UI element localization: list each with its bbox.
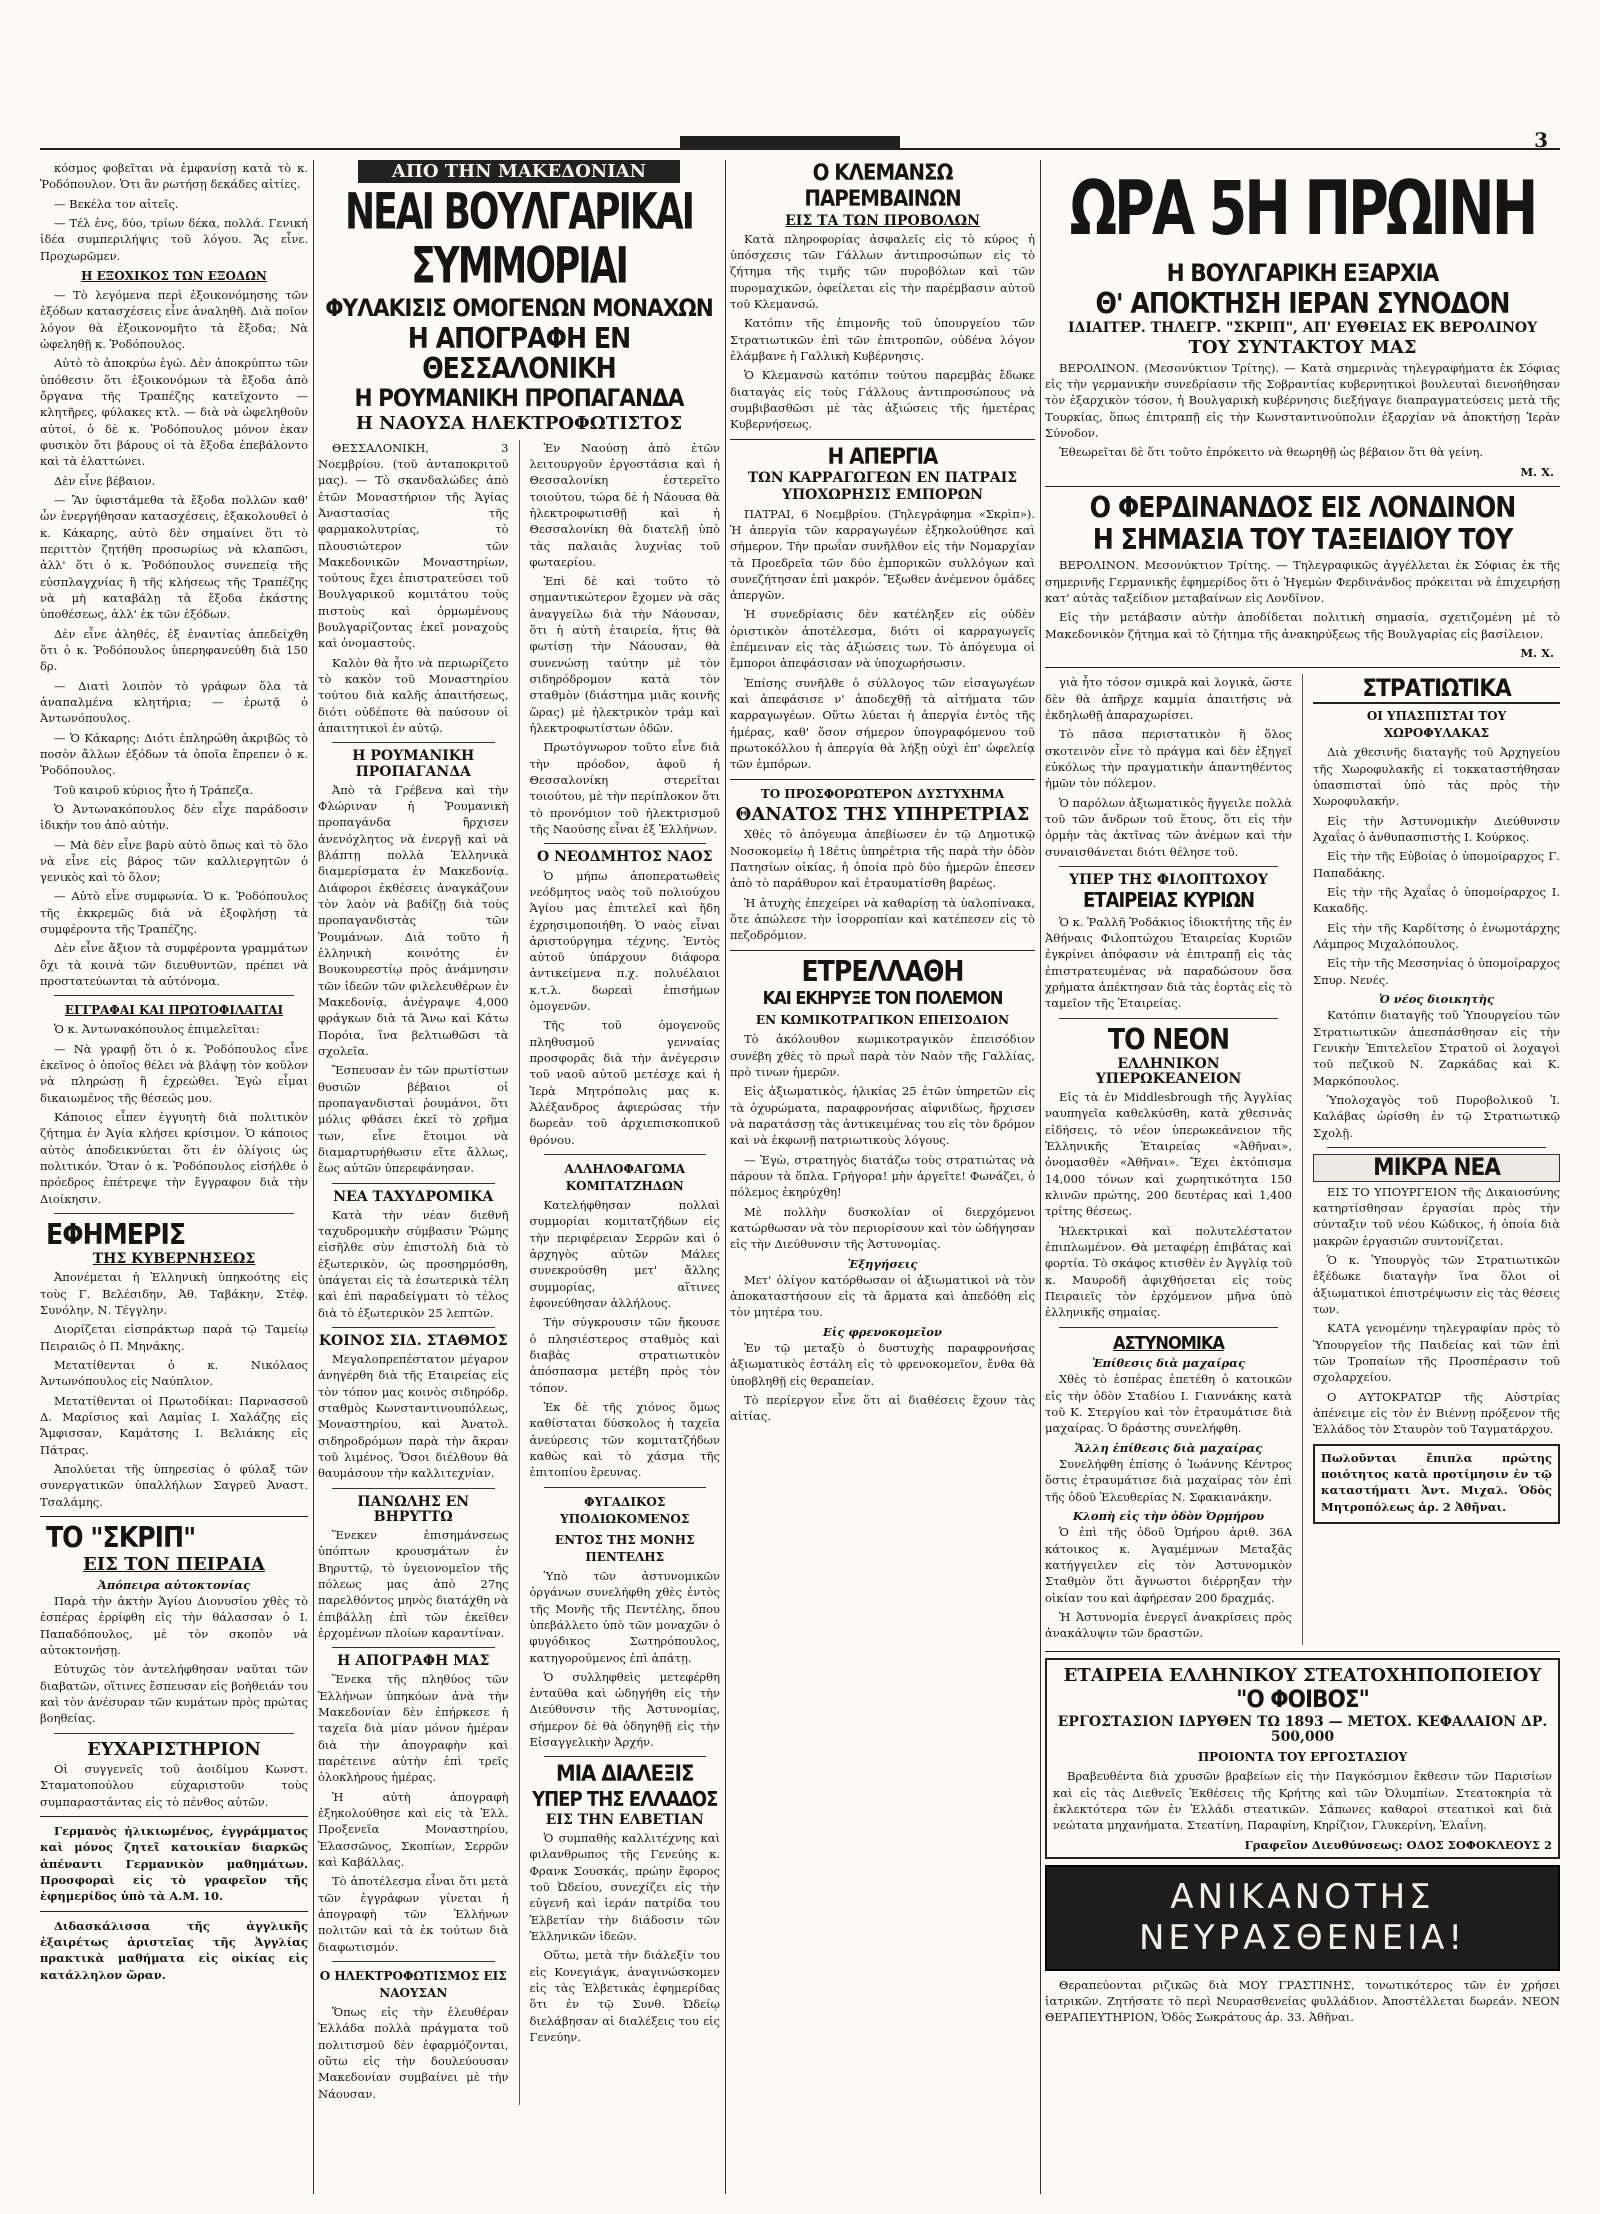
headline-deck: ΕΙΣ ΤΑ ΤΩΝ ΠΡΟΒΟΛΩΝ [785, 212, 980, 229]
paragraph: Συνελήφθη ἐπίσης ὁ Ἰωάννης Κέντρος ὅστις ἐτραυμάτισε διὰ μαχαίρας τὸν ἐπὶ τῆς ὁδοῦ Ἐλευθερίας Ν. Σφακιανάκην. [1045, 1457, 1292, 1504]
paragraph: Κατελήφθησαν πολλαὶ συμμορίαι κομιτατζήδων εἰς τὴν περιφέρειαν Σερρῶν καὶ ὁ ἀρχηγὸς αὐτῶν Μάλες συνεκρούσθη μετ' ἄλλης συμμορίας, αἵτινες ἐφονεύθησαν ἀλλήλους. [529, 1198, 720, 1311]
paragraph: Ὁ Κλεμανσὼ κατόπιν τούτου παρεμβὰς ἔδωκε διαταγὰς εἰς τοὺς Γάλλους ἀντιπροσώπους νὰ συμβιβασθῶσι μὲ τὰς ἀξιώσεις τῆς ἡμετέρας Κυβερνήσεως. [730, 368, 1035, 432]
column-2-left [318, 440, 509, 2105]
paragraph: ΒΕΡΟΛΙΝΟΝ. (Μεσονύκτιον Τρίτης). — Κατὰ σημερινὰς τηλεγραφήματα ἐκ Σόφιας εἰς τὴν γερμανικὴν συνεδρίασιν τῆς Σοβραντίας κυβερνητικοὶ βουλευταὶ διενοήθησαν τὸν ἐξαρχικὸν τόσον, ἡ Βουλγαρικὴ κυβέρνησις διεξήγαγε διαπραγματεύσεις μετὰ τῆς Τουρκίας, ὅπως ἐπιτραπῇ εἰς τὴν Κωνσταντινούπολιν ἐξαρχίαν νὰ ἀποκτήσῃ Ἱερὰν Σύνοδον. [1045, 360, 1560, 440]
paragraph: ΕΙΣ ΤΟ ΥΠΟΥΡΓΕΙΟΝ τῆς Δικαιοσύνης κατηρτίσθησαν ἐργασίαι πρὸς τὴν σύνταξιν τοῦ νέου Κώδικος, ἡ ὁποία διὰ μακρῶν ἐργασιῶν συντονίζεται. [1313, 1184, 1560, 1248]
section-title-large: ΤΟ "ΣΚΡΙΠ" [46, 1521, 196, 1555]
section-title: ΕΓΓΡΑΦΑΙ ΚΑΙ ΠΡΩΤΟΦΙΛΑΙΤΑΙ [64, 1003, 284, 1018]
headline-deck: Η ΒΟΥΛΓΑΡΙΚΗ ΕΞΑΡΧΙΑ [1166, 258, 1439, 287]
section-subtitle: ΕΛΛΗΝΙΚΟΝ ΥΠΕΡΩΚΕΑΝΕΙΟΝ [1095, 1055, 1242, 1087]
section-title: ΑΛΛΗΛΟΦΑΓΩΜΑ ΚΟΜΙΤΑΤΖΗΔΩΝ [564, 1162, 686, 1194]
ad-title: ΕΤΑΙΡΕΙΑ ΕΛΛΗΝΙΚΟΥ ΣΤΕΑΤΟΧΗΠΟΠΟΙΕΙΟΥ [1063, 1664, 1542, 1686]
column-1 [40, 160, 308, 2194]
headline-kicker: ΑΠΟ ΤΗΝ ΜΑΚΕΔΟΝΙΑΝ [358, 160, 680, 183]
paragraph: Διορίζεται εἰσπράκτωρ παρὰ τῷ Ταμείῳ Πειραιῶς ὁ Π. Μηνάκης. [40, 1322, 308, 1353]
signature: Μ. Χ. [1520, 646, 1554, 661]
paragraph: Διὰ χθεσινῆς διαταγῆς τοῦ Ἀρχηγείου τῆς Χωροφυλακῆς εἰ τοκκαταστήθησαν ὑπασπισταὶ ὑπὸ τὰς πρὸς τὴν Χωροφυλακήν. [1313, 745, 1560, 809]
paragraph: Ἕνεκεν ἐπισημάνσεως ὑπόπτων κρουσμάτων ἐν Βηρυττῷ, τὸ ὑγειονομεῖον τῆς πόλεως μας ἀπὸ 27ης παρελθόντος μηνὸς διατάχθη νὰ ἐπιβάλλῃ ἐπὶ τῶν ἐκεῖθεν ἐρχομένων πλοίων καραντίναν. [318, 1527, 509, 1640]
masthead [40, 0, 1560, 150]
paragraph: Εἰς τὴν τῆς Μεσσηνίας ὁ ὑπομοίραρχος Σπυρ. Νενές. [1313, 956, 1560, 987]
paragraph: Ο ΑΥΤΟΚΡΑΤΩΡ τῆς Αὐστρίας ἀπένειμε εἰς τὸν ἐν Βιέννῃ πρόξενον τῆς Ἑλλάδος τὸν Σταυρὸν τοῦ Ταγματάρχου. [1313, 1389, 1560, 1437]
banner-line: ΝΕΥΡΑΣΘΕΝΕΙΑ! [1138, 1917, 1466, 1958]
paragraph: Κατόπιν τῆς ἐπιμονῆς τοῦ ὑπουργείου τῶν Στρατιωτικῶν ἐπὶ τῶν ἐπιτροπῶν, οὐδένα λόγον ἐλάμβανε ἡ Γαλλικὴ Κυβέρνησις. [730, 316, 1035, 363]
headline-main: ΝΕΑΙ ΒΟΥΛΓΑΡΙΚΑΙ ΣΥΜΜΟΡΙΑΙ [344, 184, 694, 296]
paragraph: Ἡλεκτρικαὶ καὶ πολυτελέστατον ἐπιπλωμένον. Θὰ μεταφέρῃ ἐπιβάτας καὶ φορτία. Τὸ σκάφος κτισθὲν ἐν Ἀγγλίᾳ τοῦ κ. Μαυροδῆ ἀφιχθήσεται εἰς τοὺς Πειραιεῖς τὸν ἐρχόμενον μῆνα ὑπὸ ἑλληνικῆς σημαίας. [1045, 1223, 1292, 1320]
paragraph: ΒΕΡΟΛΙΝΟΝ. Μεσονύκτιον Τρίτης. — Τηλεγραφικῶς ἀγγέλλεται ἐκ Σόφιας ἐκ τῆς σημερινῆς Γερμανικῆς ἐφημερίδος ὅτι ὁ Ἡγεμὼν Φερδινάνδος πρόκειται νὰ ἐπιχειρήσῃ κατ' αὐτὰς ταξείδιον μεταβαίνων εἰς Λονδῖνον. [1045, 558, 1560, 606]
paragraph: Ὁ κ. Ὑπουργὸς τῶν Στρατιωτικῶν ἐξέδωκε διαταγὴν ἵνα ὅλοι οἱ ἀξιωματικοὶ ἐπιστρέψωσιν εἰς τὰς θέσεις των. [1313, 1253, 1560, 1317]
column-4-body [1045, 674, 1560, 1644]
headline-deck: ΤΟΥ ΣΥΝΤΑΚΤΟΥ ΜΑΣ [1188, 337, 1417, 359]
paragraph: Εἰς τὴν τῆς Ἀχαΐας ὁ ὑπομοίραρχος Ι. Κακαδῆς. [1313, 884, 1560, 916]
paragraph: Πρωτόγνωρον τοῦτο εἶνε διὰ τὴν πρόοδον, ἀφοῦ ἡ Θεσσαλονίκη στερεῖται τοιούτου, μὲ τὴν περίπλοκον ὅτι τὸ προνόμιον τοῦ ἠλεκτρισμοῦ τῆς Ναούσης εἶναι ἐξ Ἑλλήνων. [529, 740, 720, 837]
paragraph: Τὸ ἀποτέλεσμα εἶναι ὅτι μετὰ τῶν ἐγγράφων γίνεται ἡ ἀπογραφὴ τῶν Ἑλλήνων πολιτῶν καὶ τὰ ἐκ τούτων διὰ διαφωτισμόν. [318, 1874, 509, 1954]
paragraph: Ὁ κ. Ἀντωνακόπουλος ἐπιμελεῖται: [54, 1022, 260, 1037]
paragraph: Τὸ ἀκόλουθον κωμικοτραγικὸν ἐπεισόδιον συνέβη χθὲς τὸ πρωῒ παρὰ τὸν Ναὸν τῆς Γαλλίας, πρὸ τινων ἡμερῶν. [730, 1032, 1035, 1079]
paragraph: ΘΕΣΣΑΛΟΝΙΚΗ, 3 Νοεμβρίου. (τοῦ ἀνταποκριτοῦ μας). — Τὸ σκανδαλώδες ἀπὸ ἐτῶν Μοναστήριον τῆς Ἁγίας Ἀναστασίας τῆς φαρμακολυτρίας, τὸ πλουσιώτερον τῶν Μακεδονικῶν Μοναστηρίων, τούτους ἔχει ἐπιστρατεύσει τοῦ Βουλγαρικοῦ κομιτάτου τοὺς πιστοὺς καὶ ὁρμωμένους βουλγαρίζοντας ἐκεῖ μοναχοὺς καὶ ὀνομαστούς. [318, 440, 509, 651]
section-title: ΑΣΤΥΝΟΜΙΚΑ [1113, 1332, 1224, 1354]
sub-heading: Ἐξηγήσεις [847, 1256, 918, 1271]
paragraph: — Ὁ Κάκαρης: Διότι ἐπληρώθη ἀκριβῶς τὸ ποσὸν ἄλλων ἐξόδων τὰ ὁποῖα ἔπρεπεν ὁ κ. Ῥοδόπουλος. [40, 730, 308, 778]
ad-subtitle: ΕΡΓΟΣΤΑΣΙΟΝ ΙΔΡΥΘΕΝ ΤΩ 1893 — ΜΕΤΟΧ. ΚΕΦΑΛΑΙΟΝ ΔΡ. 500,000 [1057, 1714, 1548, 1746]
intro-line: — Βεκέλα τον αἰτεῖς. [54, 196, 179, 211]
classified-ad: Διδασκάλισσα τῆς ἀγγλικῆς ἐξαιρέτως ἀριστεῖας τῆς Ἀγγλίας πρακτικὰ μαθήματα εἰς οἰκίας εἰς κατάλληλον ὥραν. [40, 1918, 308, 1982]
paragraph: Ὁ ἐπὶ τῆς ὁδοῦ Ὀμήρου ἀριθ. 36Α κάτοικος κ. Ἀγαμέμνων Μεταξᾶς κατήγγειλεν εἰς τὸν Ἀστυνομικὸν Σταθμὸν ὅτι ἄγνωστοι διέρρηξαν τὴν οἰκίαν του καὶ ἀφήρεσαν 200 δραχμάς. [1045, 1525, 1292, 1605]
banner-line: ΑΝΙΚΑΝΟΤΗΣ [1170, 1876, 1435, 1917]
headline-deck: ΚΑΙ ΕΚΗΡΥΞΕ ΤΟΝ ΠΟΛΕΜΟΝ [762, 987, 1003, 1009]
paragraph: Ἀπὸ τὰ Γρέβενα καὶ τὴν Φλώριναν ἡ Ῥουμανικὴ προπαγάνδα ἤρχισεν ἀνενόχλητος νὰ ἐνεργῇ καὶ νὰ βλάπτῃ πολλὰ Ἑλληνικὰ διαμερίσματα ἐν Μακεδονίᾳ. Διάφοροι ἐκθέσεις ἀναγκάζουν τὸν λαὸν νὰ βαδίζῃ διὰ τοὺς προπαγανδιστὰς τῶν Ῥουμάνων. Διὰ τοῦτο ἡ ἑλληνικὴ κοινότης ἐν Βουκουρεστίῳ πρὸς ἀνάμνησιν τῶν ἰδεῶν τῶν φιλελευθέρων ἐν Μακεδονίᾳ, ἀνέγραψε 4,000 φράγκων διὰ τὰ Ἄνω καὶ Κάτω Πορόια, ἵνα βελτιωθῶσι τὰ σχολεῖα. [318, 782, 509, 1058]
section-title: ΣΤΡΑΤΙΩΤΙΚΑ [1313, 676, 1560, 704]
headline-deck: ΥΠΟΧΩΡΗΣΙΣ ΕΜΠΟΡΩΝ [781, 487, 984, 504]
paragraph: Ὅπως εἰς τὴν ἐλευθέραν Ἑλλάδα πολλὰ πράγματα τοῦ πολιτισμοῦ δὲν ἐφαρμόζονται, οὕτω εἰς τὴν δουλεύουσαν Μακεδονίαν συμβαίνει μὲ τὴν Νάουσαν. [318, 2004, 509, 2101]
classified-ad [1313, 1444, 1560, 1524]
paragraph: — Μὰ δὲν εἶνε βαρὺ αὐτὸ ὅπως καὶ τὸ ὅλο νὰ εἶνε εἰς βάρος τῶν καλλιεργητῶν ὁ γενικὸς καὶ τὸ ὅλον; [40, 837, 308, 885]
section-title: ΦΥΓΑΔΙΚΟΣ ΥΠΟΔΙΩΚΟΜΕΝΟΣ [560, 1494, 690, 1526]
section-subtitle: ΤΗΣ ΚΥΒΕΡΝΗΣΕΩΣ [92, 1251, 256, 1268]
headline-kicker: ΤΟ ΠΡΟΣΦΟΡΩΤΕΡΟΝ ΔΥΣΤΥΧΗΜΑ [760, 786, 1005, 801]
column-3 [730, 160, 1035, 2194]
paragraph: Τὴν σύγκρουσιν τῶν ἤκουσε ὁ πλησιέστερος σταθμὸς καὶ διαβὰς στρατιωτικὸν ἀπόσπασμα μετέβη πρὸς τὸν τόπον. [529, 1315, 720, 1395]
paragraph: Ἡ συνεδρίασις δὲν κατέληξεν εἰς οὐδὲν ὁριστικὸν ἀποτέλεσμα, διότι οἱ καρραγωγεῖς ἐπέμειναν εἰς τὰς ἀξιώσεις των. Τὸ ἀπόγευμα οἱ ἔμποροι ἀπεφάσισαν νὰ ὑποχωρήσωσιν. [730, 607, 1035, 671]
column-4-left [1045, 674, 1292, 1644]
sub-heading: Ἐπίθεσις διὰ μαχαίρας [1091, 1356, 1246, 1371]
paragraph: ΠΑΤΡΑΙ, 6 Νοεμβρίου. (Τηλεγράφημα «Σκρὶπ»). Ἡ ἀπεργία τῶν καρραγωγέων ἐξηκολούθησε καὶ σήμερον. Τὴν πρωΐαν συνῆλθον εἰς τὴν Νομαρχίαν τὰ Προεδρεῖα τῶν δύο ἐμπορικῶν συλλόγων καὶ συνεζήτησαν ἐπὶ μακρόν. Ἔξωθεν ἀνέμενον ὁμάδες ἀπεργῶν. [730, 506, 1035, 603]
section-title: ΕΥΧΑΡΙΣΤΗΡΙΟΝ [87, 1738, 261, 1760]
paragraph: Οὕτω, μετὰ τὴν διάλεξίν του εἰς Κονεγιάγκ, ἀναγινώσκομεν εἰς τὰς Ἑλβετικὰς ἐφημερίδας ὅτι ἐν τῷ Συνθ. Ὠδείῳ διελάβησαν αἱ διαλέξεις του εἰς Γενεύην. [529, 1948, 720, 2044]
paragraph: Εἰς τὴν Ἀστυνομικὴν Διεύθυνσιν Ἀχαΐας ὁ ἀνθυπασπιστὴς Ι. Κούρκος. [1313, 813, 1560, 844]
section-title: ΜΙΚΡΑ ΝΕΑ [1313, 1154, 1560, 1182]
paragraph: Χθὲς τὸ ἑσπέρας ἐπετέθη ὁ κατοικῶν εἰς τὴν ὁδὸν Σταδίου Ι. Γιαννάκης κατὰ τοῦ Κ. Στεργίου καὶ τὸν ἐτραυμάτισε διὰ μαχαίρας. Ὁ δράστης συνελήφθη. [1045, 1372, 1292, 1436]
headline-deck: Η ΣΗΜΑΣΙΑ ΤΟΥ ΤΑΞΕΙΔΙΟΥ ΤΟΥ [1092, 523, 1513, 557]
paragraph: Εἰς ἀξιωματικὸς, ἡλικίας 25 ἐτῶν ὑπηρετῶν εἰς τὰ ὀχυρώματα, παραφρονήσας αἰφνιδίως, ἤρχισεν νὰ παρατάσσῃ τὰς ἀντικειμένας του εἰς τὸν δρόμον καὶ νὰ ἐκφωνῇ πατριωτικοὺς λόγους. [730, 1084, 1035, 1148]
paragraph: Ἐθεωρεῖται δὲ ὅτι τοῦτο ἐπρόκειτο νὰ θεωρηθῇ ὡς βέβαιον ὅτι θὰ γείνη. [1059, 445, 1484, 460]
paragraph: Ἐπίσης συνῆλθε ὁ σύλλογος τῶν εἰσαγωγέων καὶ ἀπεφάσισε ν' ἀποδεχθῇ τὰ αἰτήματα τῶν καρραγωγέων. Οὕτω λύεται ἡ ἀπεργία ἐντὸς τῆς ἡμέρας, καθ' ὅσον σήμερον ὑπογραφόμενου τοῦ πρωτοκόλλου ἡ ἀπεργία θὰ λήξῃ οὐχὶ ἐπ' ὠφελείᾳ τῶν ἐμπόρων. [730, 675, 1035, 772]
paragraph: Ἐπὶ δὲ καὶ τοῦτο τὸ σημαντικώτερον ἔχομεν νὰ σᾶς ἀναγγείλω διὰ τὴν Νάουσαν, ὅτι ἡ αὐτὴ ἑταιρεία, ἥτις θὰ φωτίσῃ τὴν Νάουσαν, θὰ συνενώσῃ ταύτην μὲ τὸν σιδηρόδρομον κατὰ τὸν σταθμὸν (διάστημα μιᾶς κοινῆς ὥρας) μὲ ἠλεκτρικὸν τράμ καὶ ἠλεκτροφωτίστων ὁδῶν. [529, 574, 720, 736]
paragraph: Κατὰ πληροφορίας ἀσφαλεῖς εἰς τὸ κύρος ἡ ὑπόσχεσις τῶν Γάλλων ἀντιπροσώπων εἰς τὸ ζήτημα τῆς τιμῆς τῶν πυροβόλων καὶ τῶν πυρομαχικῶν, ὀφείλεται εἰς τὴν παρέμβασιν αὐτοῦ τοῦ Κλεμανσώ. [730, 231, 1035, 311]
headline-deck: ΦΥΛΑΚΙΣΙΣ ΟΜΟΓΕΝΩΝ ΜΟΝΑΧΩΝ [325, 293, 713, 322]
headline-deck: ΠΑΡΕΜΒΑΙΝΩΝ [804, 186, 961, 212]
section-title-large: ΕΦΗΜΕΡΙΣ [46, 1218, 186, 1252]
ad-address: Γραφεῖον Διευθύνσεως: ΟΔΟΣ ΣΟΦΟΚΛΕΟΥΣ 2 [1244, 1837, 1552, 1852]
paragraph: Ὁ Ἀντωνακόπουλος δὲν εἶχε παράδοσιν ἰδικήν του ἀπὸ αὐτήν. [40, 801, 308, 833]
paragraph: Ἡ Ἀστυνομία ἐνεργεῖ ἀνακρίσεις πρὸς ἀνακάλυψιν τῶν δραστῶν. [1045, 1610, 1292, 1641]
page-number: 3 [1534, 128, 1548, 152]
section-sub-heading: Ἀπόπειρα αὐτοκτονίας [97, 1577, 251, 1592]
paragraph: Ὁ κ. Ῥαλλῆ Ῥοδάκιος ἰδιοκτήτης τῆς ἐν Ἀθήναις Φιλοπτώχου Ἑταιρείας Κυριῶν ἐγκρίνει ἀπόφασιν νὰ ἐπιτραπῇ εἰς τὰς ἐπιστρατευμένας νὰ παραδώσουν ὅσα χρήματα ἀπέκτησαν διὰ τὰς ἐορτὰς εἰς τὸ ταμεῖον τῆς Ἑταιρείας. [1045, 914, 1292, 1011]
sub-heading: Ἄλλη ἐπίθεσις διὰ μαχαίρας [1074, 1440, 1263, 1455]
paragraph: Ἐκ δὲ τῆς χιόνος ὅμως καθίσταται δύσκολος ἡ ταχεῖα ἀνεύρεσις τῶν κομιτατζήδων καθὼς καὶ τὸ χάσμα τῆς ἐπιτοπίου ἔρευνας. [529, 1400, 720, 1480]
headline-deck: Η ΝΑΟΥΣΑ ΗΛΕΚΤΡΟΦΩΤΙΣΤΟΣ [355, 413, 683, 435]
headline-deck: Η ΡΟΥΜΑΝΙΚΗ ΠΡΟΠΑΓΑΝΔΑ [354, 384, 684, 413]
paragraph: Ἐν τῷ μεταξὺ ὁ δυστυχὴς παραφρονήσας ἀξιωματικὸς ἐστάλη εἰς τὸ φρενοκομεῖον, ἔνθα θὰ ὑποβληθῇ εἰς θεραπείαν. [730, 1341, 1035, 1388]
sub-heading: Ὁ νέος διοικητὴς [1379, 991, 1494, 1006]
paragraph: Παρὰ τὴν ἀκτὴν Ἁγίου Διονυσίου χθὲς τὸ ἑσπέρας ἐρρίφθη εἰς τὴν θάλασσαν ὁ Ι. Παπαδόπουλος, μὲ τὸν σκοπὸν νὰ αὐτοκτονήσῃ. [40, 1594, 308, 1658]
paragraph: — Αὐτὸ εἶνε συμφωνία. Ὁ κ. Ῥοδόπουλος τῆς ἐκκρεμῶς διὰ νὰ ἐξοφλήσῃ τὰ συμφέροντα τῆς Τραπέζης. [40, 889, 308, 937]
headline-main: ΩΡΑ 5Η ΠΡΩΙΝΗ [1069, 164, 1536, 253]
headline-main: Η ΑΠΕΡΓΙΑ [827, 444, 938, 470]
headline-deck: Η ΑΠΟΓΡΑΦΗ ΕΝ ΘΕΣΣΑΛΟΝΙΚΗ [407, 321, 631, 385]
intro-line: — Τέλ ἐνς, δύο, τρίων δέκα, πολλά. Γενική ἰδέα συμπεριλήψις τοῦ λόγου. Ἄς εἶνε. Προχωρῶμεν. [40, 215, 308, 263]
ad-body: Βραβευθέντα διὰ χρυσῶν βραβείων εἰς τὴν Παγκόσμιον ἔκθεσιν τῶν Παρισίων καὶ εἰς τὰς Διεθνεῖς Ἐκθέσεις τῆς Κρήτης καὶ τῶν Ὀλυμπίων. Στεατοκηρία τὰ ἐκλεκτότερα τῶν ἐν Ἑλλάδι στεατικῶν. Σάπωνες καθαροὶ στεατικοὶ καὶ διὰ νεώτατα μηχανήματα. Στεατίνη, Παραφίνη, Κηρίζιον, Γλυκερίνη, Ἐλαΐνη. [1053, 1769, 1552, 1833]
section-title: Η ΡΟΥΜΑΝΙΚΗ ΠΡΟΠΑΓΑΝΔΑ [352, 748, 475, 780]
paragraph: Ἀπολύεται τῆς ὑπηρεσίας ὁ φύλαξ τῶν συνεργατικῶν ὑπαλλήλων Σαγρεῦ Ἀναστ. Τσαλάμης. [40, 1462, 308, 1509]
paragraph: Ἡ αὐτὴ ἀπογραφὴ ἐξηκολούθησε καὶ εἰς τὰ Ἑλλ. Προξενεῖα Μοναστηρίου, Ἐλασσῶνος, Σκοπίων, Σερρῶν καὶ Καβάλλας. [318, 1789, 509, 1869]
paragraph: Χθὲς τὸ ἀπόγευμα ἀπεβίωσεν ἐν τῷ Δημοτικῷ Νοσοκομείῳ ἡ 18έτις ὑπηρέτρια τῆς παρὰ τὴν ὁδὸν Πατησίων οἰκίας, ἡ ὁποία πρὸ δύο ἡμερῶν ἐπεσεν ἀπὸ τὸ παράθυρον καὶ ἐτραυματίσθη βαρέως. [730, 827, 1035, 891]
column-2 [318, 160, 720, 2194]
paragraph: Εἰς τὴν μετάβασιν αὐτὴν ἀποδίδεται πολιτικὴ σημασία, σχετιζομένη μὲ τὸ Μακεδονικὸν ζήτημα καὶ τὸ ζήτημα τῆς ἀνακηρύξεως τῆς Βουλγαρίας εἰς βασίλειον. [1045, 610, 1560, 641]
section-title: ΝΕΑ ΤΑΧΥΔΡΟΜΙΚΑ [333, 1188, 494, 1205]
paragraph: ΚΑΤΑ γενομένην τηλεγραφίαν πρὸς τὸ Ὑπουργεῖον τῆς Παιδείας καὶ τῶν ἐπὶ τῶν Τροπαίων τῆς Προσπέρασιν τοῦ σχολαρχείου. [1313, 1321, 1560, 1385]
section-title: Η ΑΠΟΓΡΑΦΗ ΜΑΣ [337, 1653, 490, 1670]
paragraph: Ὑπὸ τῶν ἀστυνομικῶν ὀργάνων συνελήφθη χθὲς ἐντὸς τῆς Μονῆς τῆς Πεντέλης, ὅπου ὑπεβάλλετο ὑπὸ τῶν μοναχῶν ὁ φυγόδικος Σωτηρόπουλος, κατηγορούμενος ἐπὶ ἀπάτῃ. [529, 1568, 720, 1665]
paragraph: Ἕνεκα τῆς πληθύος τῶν Ἑλλήνων ὑπηκόων ἀνὰ τὴν Μακεδονίαν δὲν ἐπήρκεσε ἡ ταχεῖα διὰ μίαν μόνον ἡμέραν διὰ τὴν ἀπογραφὴν καὶ παρέτεινε αὐτὴν ἐπὶ τρεῖς ὁλοκλήρους ἡμέρας. [318, 1672, 509, 1785]
section-title: ΜΙΑ ΔΙΑΛΕΞΙΣ [556, 1762, 694, 1788]
section-subtitle: ΕΙΣ ΤΗΝ ΕΛΒΕΤΙΑΝ [545, 1811, 704, 1828]
sub-heading: Κλοπὴ εἰς τὴν ὁδὸν Ὀρμήρου [1072, 1509, 1265, 1524]
section-title: Ο ΝΕΟΔΜΗΤΟΣ ΝΑΟΣ [537, 849, 713, 866]
paragraph: Εἰς τὴν τῆς Καρδίτσης ὁ ἐνωμοτάρχης Λάμπρος Μιχαλόπουλος. [1313, 920, 1560, 951]
section-subtitle: ΕΝΤΟΣ ΤΗΣ ΜΟΝΗΣ ΠΕΝΤΕΛΗΣ [554, 1532, 695, 1564]
headline-deck: ΙΔΙΑΙΤΕΡ. ΤΗΛΕΓΡ. "ΣΚΡΙΠ", ΑΠ' ΕΥΘΕΙΑΣ ΕΚ ΒΕΡΟΛΙΝΟΥ [1067, 320, 1538, 337]
headline-deck: ΤΩΝ ΚΑΡΡΑΓΩΓΕΩΝ ΕΝ ΠΑΤΡΑΙΣ [747, 470, 1018, 487]
paragraph: Μετ' ὀλίγον κατόρθωσαν οἱ ἀξιωματικοὶ νὰ τὸν ἀποκαταστήσουν εἰς τὰ ἄρματα καὶ ἀπεδόθη εἰς τὸν μητέρα του. [730, 1272, 1035, 1320]
paragraph: Μὲ πολλὴν δυσκολίαν οἱ διερχόμενοι κατώρθωσαν νὰ τὸν περιορίσουν καὶ τὸν ὡδήγησαν εἰς τὴν Διεύθυνσιν τῆς Ἀστυνομίας. [730, 1204, 1035, 1252]
paragraph: — Διατὶ λοιπὸν τὸ γράφων ὅλα τὰ ἀναπαλμένα κλητήρια; — ἐρωτᾷ ὁ Ἀντωνόπουλος. [40, 678, 308, 726]
paragraph: — Νὰ γραφῇ ὅτι ὁ κ. Ῥοδόπουλος εἶνε ἐκεῖνος ὁ ὁποῖος θέλει νὰ βλάψῃ τὸν κοῦλον νὰ πληρώσῃ ἢ ἐχρεώθει. Ἐγὼ εἶμαι δικαιωμένος τῆς θέσεώς μου. [40, 1041, 308, 1105]
classified-ad: Γερμανὸς ἡλικιωμένος, ἐγγράμματος καὶ μόνος ζητεῖ κατοικίαν διαρκῶς ἀπέναντι Γερμανικὸν μαθημάτων. Προσφοραὶ εἰς τὸ γραφεῖον τῆς ἐφημερίδος ὑπὸ τὰ Α.Μ. 10. [40, 1824, 308, 1904]
paragraph: γιὰ ἦτο τόσον σμικρὰ καὶ λογικὰ, ὥστε δὲν θὰ ἀπῆρχε καμμία ἀπαιτήσις νὰ ἐκδηλωθῇ ἀπαραχωρίσει. [1045, 675, 1292, 723]
section-title: ΠΑΝΩΛΗΣ ΕΝ ΒΗΡΥΤΤΩ [357, 1493, 470, 1525]
paragraph: Κάποιος εἶπεν ἐγγυητὴ διὰ πολιτικὸν ζήτημα ἐν Ἀγία κλήσει κρίσιμον. Ὁ κάποιος αὐτὸς ἀποδεικνύεται ὅτι ἐν ὀλίγοις ὡς πολιτικόν. Ὅταν ὁ κ. Ῥοδόπουλος εἰσήλθε ὁ πρόεδρος ἐπέτρεψε τὴν ἔγγραφον διὰ τὴν Διοίκησιν. [40, 1110, 308, 1206]
column-2-right [530, 440, 721, 2105]
headline-main: Ο ΚΛΕΜΑΝΣΩ [812, 161, 953, 186]
headline-deck: Θ' ΑΠΟΚΤΗΣΗ ΙΕΡΑΝ ΣΥΝΟΔΟΝ [1095, 286, 1510, 320]
paragraph: Τῆς τοῦ ὁμογενοῦς πληθυσμοῦ γενναίας προσφορᾶς διὰ τὴν ἀνέγερσιν τοῦ ναοῦ αὐτοῦ μετέσχε καὶ ἡ Ἱερὰ Μητρόπολις μας κ. Ἀλέξανδρος ἀφιερώσας τὴν δωρεὰν τοῦ ἀρχιεπισκοπικοῦ θρόνου. [529, 1018, 720, 1147]
paragraph: Ἀπονέμεται ἡ Ἑλληνικὴ ὑπηκοότης εἰς τοὺς Γ. Βελέσιδην, Ἀθ. Ταβάκην, Στέφ. Συνόλην, Ν. Τέγγλην. [40, 1270, 308, 1318]
paragraph: Εὐτυχῶς τὸν ἀντελήφθησαν ναῦται τῶν διαβατῶν, οἵτινες ἔσπευσαν εἰς βοήθειάν του καὶ τὸν ἀνέσυραν τῶν κυμάτων πρὸς πρώτας βοηθείας. [40, 1662, 308, 1726]
paragraph: Δὲν εἶνε βέβαιον. [54, 473, 156, 488]
headline-main: ΕΤΡΕΛΛΑΘΗ [801, 954, 964, 988]
section-subtitle: ΥΠΕΡ ΤΗΣ ΕΛΛΑΔΟΣ [532, 1787, 718, 1812]
section-title: ΤΟ ΝΕΟΝ [1107, 1022, 1230, 1056]
column-4 [1045, 160, 1560, 2194]
paragraph: Ὁ συλληφθεὶς μετεφέρθη ἐνταῦθα καὶ ὡδηγήθη εἰς τὴν Διεύθυνσιν τῆς Ἀστυνομίας, σήμερον δὲ θὰ ὁδηγηθῇ εἰς τὴν Εἰσαγγελικὴν Ἀρχήν. [529, 1669, 720, 1750]
section-title: Η ΕΞΟΧΙΚΟΣ ΤΩΝ ΕΞΟΔΩΝ [81, 268, 267, 283]
advertisement-phoebus [1045, 1658, 1560, 1859]
paragraph: Ἔσπευσαν ἐν τῶν πρωτίστων θυσιῶν βέβαιοι οἱ προπαγανδισταὶ ῥουμάνοι, ὅτι μόλις φθάσει ἐκεῖ τὸ χρῆμα των, εἶνε ἕτοιμοι νὰ διαμαρτυρήθωσιν εἴτε ἄλλως, ἕως αὐτῶν ὑπερεφάνησαν. [318, 1063, 509, 1176]
paragraph: Τοῦ καιροῦ κύριος ἦτο ἡ Τράπεζα. [54, 782, 254, 797]
sub-heading: Εἰς φρενοκομεῖον [823, 1324, 942, 1339]
paragraph: — Ἂν ὑφιστάμεθα τὰ ἔξοδα πολλῶν καθ' ὧν ἐνεργήθησαν κατασχέσεις, ἐξακολουθεῖ ὁ κ. Κάκαρης, αὐτὸ δὲν σημαίνει ὅτι τὸ περιττὸν ζητήθη προσωρίως νὰ κλαπῶσι, ἀλλ' ὅτι ὁ κ. Ῥοδόπουλος συνεπείᾳ τῆς εὐσπλαγχνίας ἢ τῆς κλήσεως τῆς Τραπέζης νὰ μὴ καταβάλῃ τὰ ἔξοδα ἐκάστης ὑποθέσεως, ἀλλ' ἐκ τῶν ἐξόδων. [40, 492, 308, 622]
paragraph: — Τὸ λεγόμενα περὶ ἐξοικονόμησης τῶν ἐξόδων κατασχέσεις εἶνε ἀναληθῆ. Διὰ ποῖον λόγον θὰ ἐξοικονομῆτο τὰ ἔξοδα; Νὰ ὠφεληθῇ κ. Ῥοδόπουλος. [40, 288, 308, 351]
paragraph: Αὐτὸ τὸ ἀποκρύω ἐγώ. Δὲν ἀποκρύπτω τῶν ὑπόθεσιν ὅτι ἐξοικονόμων τὰ ἔξοδα ἀπὸ ὄργανα τῆς Τραπέζης κατεῖχοντο — κλητῆρες, φύλακες κτλ. — διὰ νὰ ὠφεληθοῦν αὐτοί, ὁ δὲ κ. Ῥοδόπουλος μόνον ἐκαν φυσικὸν ὅτι βάρους οἱ τὰ ἔξοδα ἐπεβάλοντο καὶ τὰ ἐλαττώνει. [40, 356, 308, 469]
paragraph: Εἰς τὰ ἐν Middlesbrough τῆς Ἀγγλίας ναυπηγεῖα καθελκύσθη, κατὰ χθεσινὰς εἰδήσεις, τὸ νέον ὑπερωκεάνειον τῆς Ἑλληνικῆς Ἑταιρείας «Ἀθῆναι», ὀνομασθὲν «Ἀθῆναι». Ἔχει ἐκτόπισμα 14,000 τόνων καὶ χωρητικότητα 150 κλινῶν πρώτης, 200 δευτέρας καὶ 1,400 τρίτης θέσεως. [1045, 1090, 1292, 1219]
classified-ad-text: Πωλοῦνται ἔπιπλα πρώτης ποιότητος κατὰ προτίμησιν ἐν τῷ καταστήματι Ἀντ. Μιχαλ. Ὁδὸς Μητροπόλεως ἀρ. 2 Ἀθῆναι. [1321, 1450, 1552, 1514]
ad-body: Θεραπεύονται ριζικῶς διὰ ΜΟΥ ΓΡΑΣΤΙΝΗΣ, τονωτικότερος τῶν ἐν χρήσει ἰατρικῶν. Ζητήσατε τὸ περὶ Νευρασθενείας φυλλάδιον. Ἀποστέλλεται δωρεάν. ΝΕΟΝ ΘΕΡΑΠΕΥΤΗΡΙΟΝ, Ὁδὸς Σωκράτους ἀρ. 33. Ἀθῆναι. [1045, 1977, 1560, 2025]
paragraph: Μεγαλοπρεπέστατον μέγαρον ἀνηγέρθη διὰ τῆς Εταιρείας εἰς τὸν τόπον μας κοινὸς σιδηρόδρ. σταθμὸς Κωνσταντινουπόλεως, Μοναστηρίου, καὶ Ἀνατολ. σιδηροδρόμων παρὰ τὴν ἄκραν τοῦ λιμένος. Ὅσοι διέλθουν θὰ θαυμάσουν τὴν καλλιτεχνίαν. [318, 1352, 509, 1481]
advertisement-banner [1045, 1865, 1560, 1971]
paragraph: Ἡ ἀτυχὴς ἐπεχείρει νὰ καθαρίσῃ τὰ ὑαλοπίνακα, ὅτε ἀπώλεσε τὴν ἰσορροπίαν καὶ κατέπεσεν εἰς τὸ πεζοδρόμιον. [730, 895, 1035, 943]
masthead-ornament [680, 128, 900, 158]
column-4-right [1313, 674, 1560, 1644]
paragraph: Κατὰ τὴν νέαν διεθνῆ ταχυδρομικὴν σύμβασιν Ῥώμης εἰσῆλθε σὺν ἐπιστολὴ διὰ τὸ ἐξωτερικὸν, ὡς προσηρμόσθη, ὑπάγεται εἰς τὰ ἐσωτερικὰ τέλη καὶ ἐπὶ παραδείγματι τὸ τέλος διὰ τὸ ἐξωτερικὸν 25 λεπτῶν. [318, 1207, 509, 1320]
paragraph: Ἐν Ναούσῃ ἀπὸ ἐτῶν λειτουργοῦν ἐργοστάσια καὶ ἡ Θεσσαλονίκη ἐστερεῖτο τοιούτου, τώρα δὲ ἡ Νάουσα θὰ ἠλεκτροφωτισθῇ καὶ ἡ Θεσσαλονίκη θὰ διατελῇ ὑπὸ τὰς παλαιὰς λυχνίας τοῦ φωταερίου. [529, 440, 720, 569]
headline-deck: ΕΝ ΚΩΜΙΚΟΤΡΑΓΙΚΟΝ ΕΠΕΙΣΟΔΙΟΝ [755, 1013, 1010, 1028]
paragraph: Ὁ μήπω ἀποπερατωθεὶς νεόδμητος ναὸς τοῦ πολιούχου Ἁγίου μας ἐπιτελεῖ καὶ ἤδη ἐχρησιμοποιήθη. Ὁ ναὸς εἶναι ἀριστούργημα τέχνης. Ἐντὸς αὐτοῦ ὑπάρχουν διάφορα ἀντικείμενα π.χ. πολυέλαιοι κ.τ.λ. δωρεαὶ ἐπισήμων ὁμογενῶν. [529, 868, 720, 1014]
paragraph: Ὑπολοχαγὸς τοῦ Πυροβολικοῦ Ἰ. Καλάβας ὡρίσθη ἐν τῷ Στρατιωτικῷ Σχολῇ. [1313, 1092, 1560, 1140]
paragraph: Τὸ πᾶσα περιστατικὸν ἢ ὅλος σκοτεινὸν εἶνε τὸ πράγμα καὶ δὲν ἐξηγεῖ εὐκόλως τὴν πραγματικὴν ἀπαντηθέντος ἡμῶν τὸν πόλεμον. [1045, 727, 1292, 791]
paragraph: Μετατίθενται ὁ κ. Νικόλαος Ἀντωνόπουλος εἰς Ναύπλιον. [40, 1358, 308, 1389]
section-title: ΕΤΑΙΡΕΙΑΣ ΚΥΡΙΩΝ [1082, 888, 1255, 913]
paragraph: Καλὸν θὰ ἦτο νὰ περιωρίζετο τὸ κακὸν τοῦ Μοναστηρίου τούτου διὰ καλῆς ἀπαιτήσεως, διότι οὐδέποτε θὰ παύσουν οἱ ἀπαιτητικοὶ ἐν αὐτῷ. [318, 655, 509, 736]
section-title: Ο ΗΛΕΚΤΡΟΦΩΤΙΣΜΟΣ ΕΙΣ ΝΑΟΥΣΑΝ [319, 1968, 507, 2000]
paragraph: Τὸ περίεργον εἶνε ὅτι αἱ διαθέσεις ἔχουν τὰς αἰτίας. [730, 1393, 1035, 1424]
signature: Μ. Χ. [1520, 464, 1554, 479]
paragraph: Ὁ συμπαθὴς καλλιτέχνης καὶ φιλανθρωπος τῆς Γενεύης κ. Φρανκ Σουσκάς, πρώην ἔφορος τοῦ Ὠδείου, συνεχίζει εἰς τὴν εὐγενῆ καὶ ἱεράν πατρίδα του Ἑλβετίαν τὴν διάδοσιν τῶν Ἑλληνικῶν ἰδεῶν. [529, 1830, 720, 1943]
paragraph: Μετατίθενται οἱ Πρωτοδίκαι: Παρνασσοῦ Δ. Μαρίσιος καὶ Λαμίας Ι. Χαλάζης εἰς Ἄμφισσαν, Καμάτσης Ι. Βελιάκης εἰς Πάτρας. [40, 1393, 308, 1457]
headline-main: Ο ΦΕΡΔΙΝΑΝΔΟΣ ΕΙΣ ΛΟΝΔΙΝΟΝ [1089, 490, 1516, 524]
paragraph: Δὲν εἶνε ἀληθές, ἐξ ἐναντίας ἀπεδείχθη ὅτι ὁ κ. Ῥοδόπουλος ὑπερηφανεύθη διὰ 150 δρ. [40, 626, 308, 674]
paragraph: Ὁ παρόλων ἀξιωματικὸς ἤγγειλε πολλὰ τοῦ τῶν ἄνδρων τοῦ ἔτους, ὅτι εἰς τὴν ὁρμὴν τὰς ἀκτῖνας τῶν ἀνέμων καὶ τὴν συναισθάνεται διότι θέλησε τοῦ. [1045, 795, 1292, 859]
ad-subtitle: ΠΡΟΙΟΝΤΑ ΤΟΥ ΕΡΓΟΣΤΑΣΙΟΥ [1197, 1750, 1408, 1765]
intro-line: κόσμος φοβεῖται νὰ ἐμφανίσῃ κατὰ τὸ κ. Ῥοδόπουλον. Ὁτι ἂν ρωτήσῃ δεκάδες αἰτίες. [40, 161, 308, 192]
ad-brand: "Ο ΦΟΙΒΟΣ" [1236, 1685, 1369, 1714]
paragraph: Κατόπιν διαταγῆς τοῦ Ὑπουργείου τῶν Στρατιωτικῶν ἀπεσπάσθησαν εἰς τὴν Γενικὴν Ἐπιτελεῖον Στρατοῦ οἱ λοχαγοὶ τοῦ πεζικοῦ Ν. Ζαρκάδας καὶ Κ. Μαρκόπουλος. [1313, 1008, 1560, 1088]
section-title: ΚΟΙΝΟΣ ΣΙΔ. ΣΤΑΘΜΟΣ [318, 1332, 508, 1349]
paragraph: Οἱ συγγενεῖς τοῦ ἀοιδίμου Κωνστ. Σταματοπούλου εὐχαριστοῦν τοὺς συμπαραστάντας εἰς τὸ πένθος αὐτῶν. [40, 1762, 308, 1809]
section-subtitle: ΟΙ ΥΠΑΣΠΙΣΤΑΙ ΤΟΥ ΧΩΡΟΦΥΛΑΚΑΣ [1366, 709, 1507, 741]
paragraph: — Ἐγὼ, στρατηγὸς διατάζω τοὺς στρατιώτας νὰ πάρουν τὰ ὅπλα. Γρήγορα! μὴν ἀργεῖτε! Φωνάζει, ὁ πόλεμος ἐκηρύχθη! [730, 1152, 1035, 1200]
paragraph: Δὲν εἶνε ἄξιον τὰ συμφέροντα γραμμάτων ὄχι τὰ κοινὰ τῶν διευθυντῶν, πρέπει νὰ προστατεύωνται τὰ αὐτόνομα. [40, 941, 308, 989]
paragraph: Εἰς τὴν τῆς Εὐβοίας ὁ ὑπομοίραρχος Γ. Παπαδάκης. [1313, 849, 1560, 880]
section-title: ΥΠΕΡ ΤΗΣ ΦΙΛΟΠΤΩΧΟΥ [1069, 871, 1268, 888]
column-2-body [318, 440, 720, 2105]
section-subtitle: ΕΙΣ ΤΟΝ ΠΕΙΡΑΙΑ [83, 1554, 265, 1576]
headline-main: ΘΑΝΑΤΟΣ ΤΗΣ ΥΠΗΡΕΤΡΙΑΣ [735, 803, 1030, 825]
